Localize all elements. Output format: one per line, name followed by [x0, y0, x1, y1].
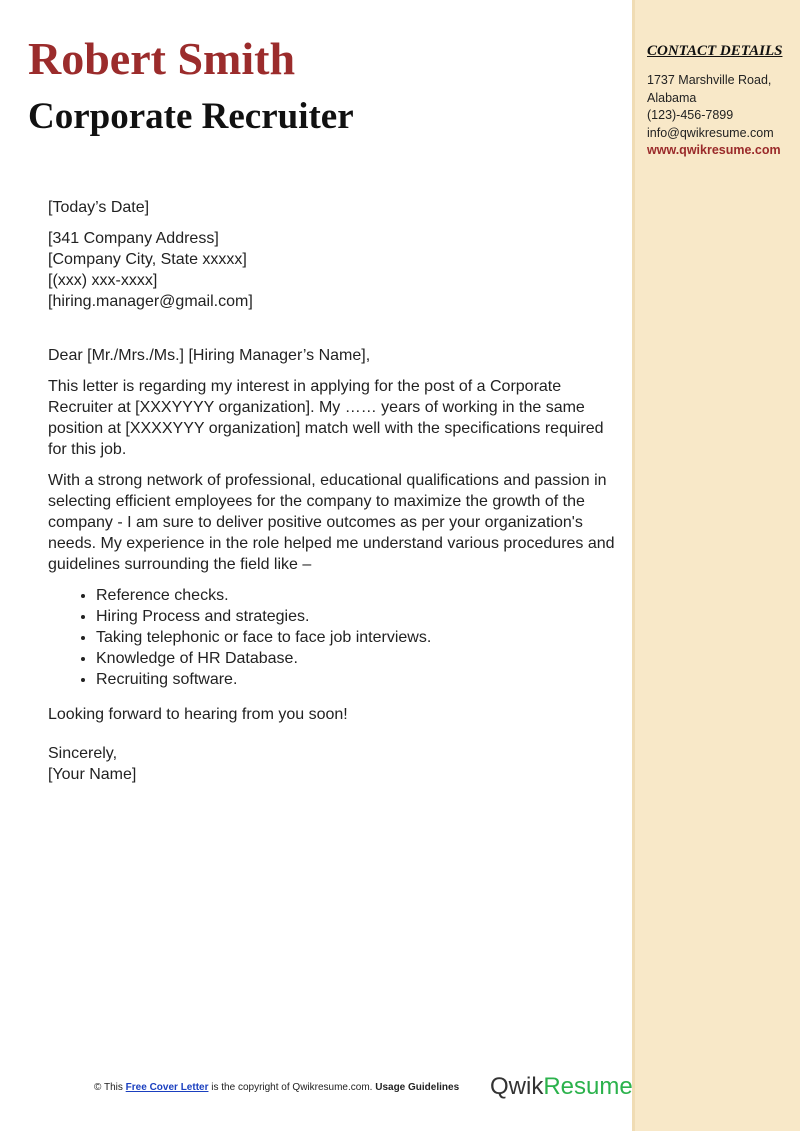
address-line: [Company City, State xxxxx]: [48, 251, 247, 268]
signoff-text: Sincerely,: [48, 745, 118, 762]
address-line: [341 Company Address]: [48, 230, 219, 247]
recipient-address: [48, 228, 618, 312]
paragraph: With a strong network of professional, educational qualifications and passion in selecting efficient employees for the company to maximize the growth of the company - I am sure to deliver positive outcomes as per your organization's needs. My experience in the role helped me understand various procedures and guidelines surrounding the field like –: [48, 472, 615, 573]
footer-text: This: [103, 1082, 123, 1093]
logo-part: Qwik: [490, 1073, 544, 1100]
address-line: 1737 Marshville Road,: [647, 73, 772, 87]
footer-text: is the copyright of Qwikresume.com.: [211, 1082, 373, 1093]
list-item: • Taking telephonic or face to face job interviews.: [96, 627, 618, 648]
email[interactable]: info@qwikresume.com: [647, 125, 774, 140]
sidebar: [632, 0, 800, 1131]
address-line: Alabama: [647, 90, 697, 105]
usage-guidelines-link[interactable]: Usage Guidelines: [375, 1082, 460, 1093]
signature: [Your Name]: [48, 766, 137, 783]
qwikresume-logo: [490, 1073, 633, 1101]
list-item: • Knowledge of HR Database.: [96, 648, 618, 669]
paragraph: This letter is regarding my interest in applying for the post of a Corporate Recruiter at [XXXYYYY organization]. My …… years of working in the same position at [XXXXYYY organization] match well with the specifications required for this job.: [48, 378, 604, 458]
list-item: • Recruiting software.: [96, 669, 618, 690]
contact-heading: CONTACT DETAILS: [647, 43, 783, 59]
contact-info: [647, 72, 781, 160]
list-item: • Reference checks.: [96, 585, 618, 606]
greeting: Dear [Mr./Mrs./Ms.] [Hiring Manager’s Name],: [48, 347, 371, 364]
letter-body: [48, 197, 618, 795]
job-title: Corporate Recruiter: [28, 96, 354, 137]
signoff: [48, 743, 618, 785]
website-link[interactable]: www.qwikresume.com: [647, 143, 781, 157]
phone: (123)-456-7899: [647, 108, 734, 122]
closing: Looking forward to hearing from you soon!: [48, 706, 348, 723]
logo-part: Resume: [543, 1073, 633, 1100]
candidate-name: Robert Smith: [28, 33, 296, 84]
address-line: [hiring.manager@gmail.com]: [48, 293, 253, 310]
free-cover-letter-link[interactable]: Free Cover Letter: [125, 1082, 209, 1093]
copyright-icon: ©: [94, 1082, 102, 1093]
list-item: • Hiring Process and strategies.: [96, 606, 618, 627]
footer: [94, 1082, 459, 1093]
bullet-list: [48, 585, 618, 690]
date: [Today’s Date]: [48, 199, 150, 216]
address-line: [(xxx) xxx-xxxx]: [48, 272, 158, 289]
